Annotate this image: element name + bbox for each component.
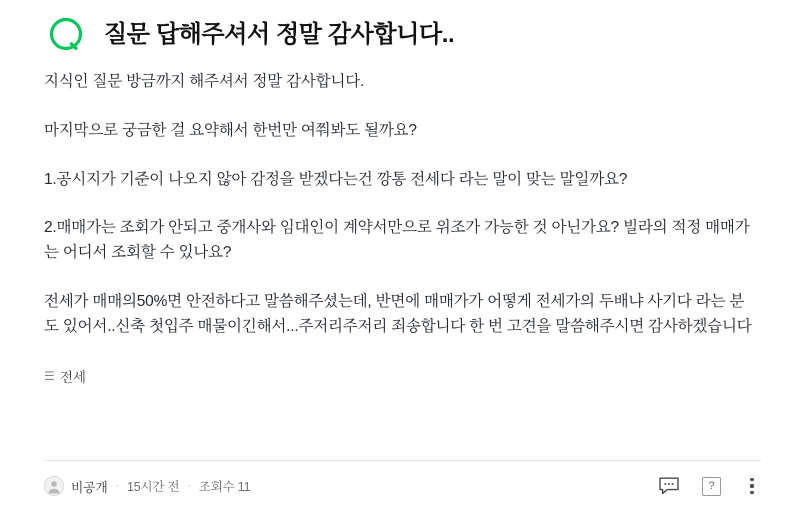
tag-icon: ☰ [44,368,55,383]
post-paragraph: 마지막으로 궁금한 걸 요약해서 한번만 여쭤봐도 될까요? [44,121,417,139]
meta-separator: · [115,480,119,492]
question-mark-icon[interactable]: ? [702,477,721,496]
avatar [44,476,64,496]
tag-list [44,366,761,386]
comment-icon[interactable] [658,476,680,496]
author-name[interactable]: 비공개 [71,479,108,495]
post-paragraph: 전세가 매매의50%면 안전하다고 말씀해주셨는데, 반면에 매매가가 어떻게 전세가의 두배냐 사기다 라는 분도 있어서..신축 첫입주 매물이긴해서...주저리주저리 죄송합니다 한 번 고견을 말씀해주시면 감사하겠습니다 [44,292,752,335]
view-count: 조회수 11 [198,480,251,494]
post-paragraph: 2.매매가는 조회가 안되고 중개사와 임대인이 계약서만으로 위조가 가능한 것 아닌가요? 빌라의 적정 매매가는 어디서 조회할 수 있나요? [44,219,750,262]
post-paragraph: 1.공시지가 기준이 나오지 않아 감정을 받겠다는건 깡통 전세다 라는 말이 맞는 말일까요? [44,170,628,188]
post-body [44,70,761,340]
meta-separator: · [187,480,191,492]
footer-actions [658,476,761,496]
tag-item[interactable]: 전세 [60,369,86,385]
post-time: 15시간 전 [126,480,180,494]
post-header [44,0,761,52]
post-footer [44,461,761,511]
more-options-icon[interactable] [743,476,761,496]
post-paragraph: 지식인 질문 방금까지 해주셔서 정말 감사합니다. [44,73,365,90]
page-title: 질문 답해주셔서 정말 감사합니다.. [104,20,455,48]
post-meta [44,476,250,496]
question-badge-icon [44,13,88,57]
